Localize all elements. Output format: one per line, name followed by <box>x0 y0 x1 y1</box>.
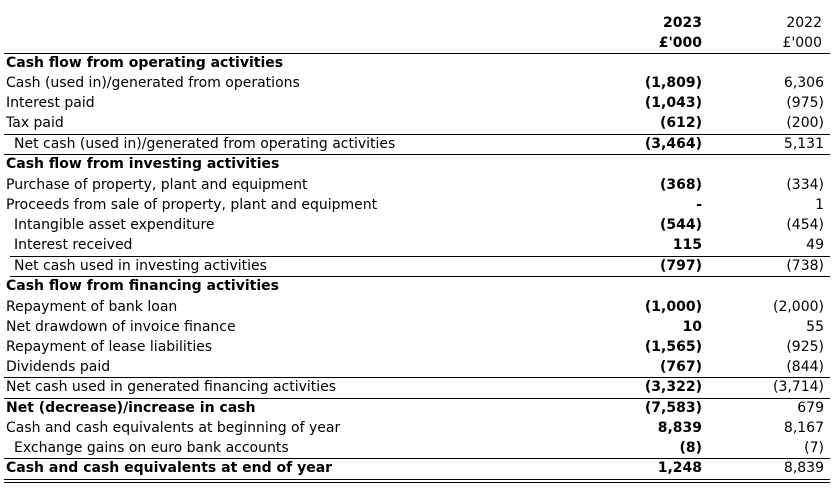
value-2023: 115 <box>672 237 702 253</box>
table-row-subtotal-investing <box>0 256 836 276</box>
table-row <box>0 357 836 377</box>
row-label: Cash flow from operating activities <box>6 55 284 71</box>
value-2023: (797) <box>659 258 702 274</box>
table-row-subtotal-financing <box>0 377 836 397</box>
table-row <box>0 93 836 113</box>
row-label: Interest received <box>14 237 133 253</box>
value-2023: (1,809) <box>644 75 702 91</box>
row-label: Intangible asset expenditure <box>14 217 215 233</box>
row-label: Repayment of lease liabilities <box>6 339 213 355</box>
table-row-net-change <box>0 398 836 418</box>
row-label: Dividends paid <box>6 359 111 375</box>
value-2023: - <box>696 197 702 213</box>
table-row-heading-investing <box>0 154 836 174</box>
table-row <box>0 337 836 357</box>
value-2023: (767) <box>659 359 702 375</box>
value-2022: (2,000) <box>772 299 824 315</box>
row-label: Cash flow from investing activities <box>6 156 280 172</box>
value-2022: 55 <box>806 319 824 335</box>
rule-total-bottom <box>4 482 830 483</box>
value-2022: 1 <box>815 197 824 213</box>
table-row <box>0 297 836 317</box>
value-2022: (454) <box>786 217 824 233</box>
table-row <box>0 317 836 337</box>
row-label: Purchase of property, plant and equipment <box>6 177 308 193</box>
table-row <box>0 73 836 93</box>
row-label: Interest paid <box>6 95 95 111</box>
row-label: Cash flow from financing activities <box>6 278 279 294</box>
value-2022: (844) <box>786 359 824 375</box>
table-row <box>0 418 836 438</box>
row-label: Net cash used in investing activities <box>14 258 267 274</box>
table-row <box>0 438 836 458</box>
value-2023: 1,248 <box>657 460 702 476</box>
row-label: Net drawdown of invoice finance <box>6 319 236 335</box>
value-2022: (334) <box>786 177 824 193</box>
row-label: Cash and cash equivalents at end of year <box>6 460 333 476</box>
value-2022: 6,306 <box>783 75 824 91</box>
row-label: Net cash (used in)/generated from operating activities <box>14 136 396 152</box>
value-2022: 679 <box>797 400 824 416</box>
value-2023: (1,565) <box>644 339 702 355</box>
value-2023: (3,464) <box>644 136 702 152</box>
value-2022: 8,839 <box>783 460 824 476</box>
row-label: Cash and cash equivalents at beginning of year <box>6 420 341 436</box>
row-label: Cash (used in)/generated from operations <box>6 75 300 91</box>
row-label: Net cash used in generated financing activities <box>6 379 337 395</box>
header-year-2022: 2022 <box>786 15 822 31</box>
value-2023: (1,043) <box>644 95 702 111</box>
row-label: Exchange gains on euro bank accounts <box>14 440 289 456</box>
table-row-heading-financing <box>0 276 836 296</box>
value-2023: (368) <box>659 177 702 193</box>
value-2023: (1,000) <box>644 299 702 315</box>
row-label: Repayment of bank loan <box>6 299 178 315</box>
value-2022: 5,131 <box>783 136 824 152</box>
table-row <box>0 215 836 235</box>
table-row-closing-balance <box>0 458 836 478</box>
row-label: Tax paid <box>6 115 64 131</box>
value-2022: 8,167 <box>783 420 824 436</box>
value-2022: (200) <box>786 115 824 131</box>
table-row <box>0 235 836 255</box>
row-label: Net (decrease)/increase in cash <box>6 400 256 416</box>
rule-total-top <box>4 479 830 480</box>
table-row <box>0 175 836 195</box>
row-label: Proceeds from sale of property, plant and equipment <box>6 197 378 213</box>
value-2022: (925) <box>786 339 824 355</box>
value-2023: 10 <box>682 319 702 335</box>
table-row-heading-operating <box>0 53 836 73</box>
value-2023: (544) <box>659 217 702 233</box>
value-2022: (738) <box>786 258 824 274</box>
table-row <box>0 195 836 215</box>
header-unit-2023: £'000 <box>658 35 702 51</box>
value-2022: (7) <box>804 440 824 456</box>
table-row-subtotal-operating <box>0 134 836 154</box>
value-2023: (612) <box>659 115 702 131</box>
value-2023: 8,839 <box>657 420 702 436</box>
value-2022: 49 <box>806 237 824 253</box>
value-2022: (3,714) <box>772 379 824 395</box>
table-row <box>0 113 836 133</box>
value-2022: (975) <box>786 95 824 111</box>
header-year-2023: 2023 <box>663 15 702 31</box>
value-2023: (7,583) <box>644 400 702 416</box>
header-unit-2022: £'000 <box>782 35 822 51</box>
value-2023: (8) <box>679 440 702 456</box>
value-2023: (3,322) <box>644 379 702 395</box>
